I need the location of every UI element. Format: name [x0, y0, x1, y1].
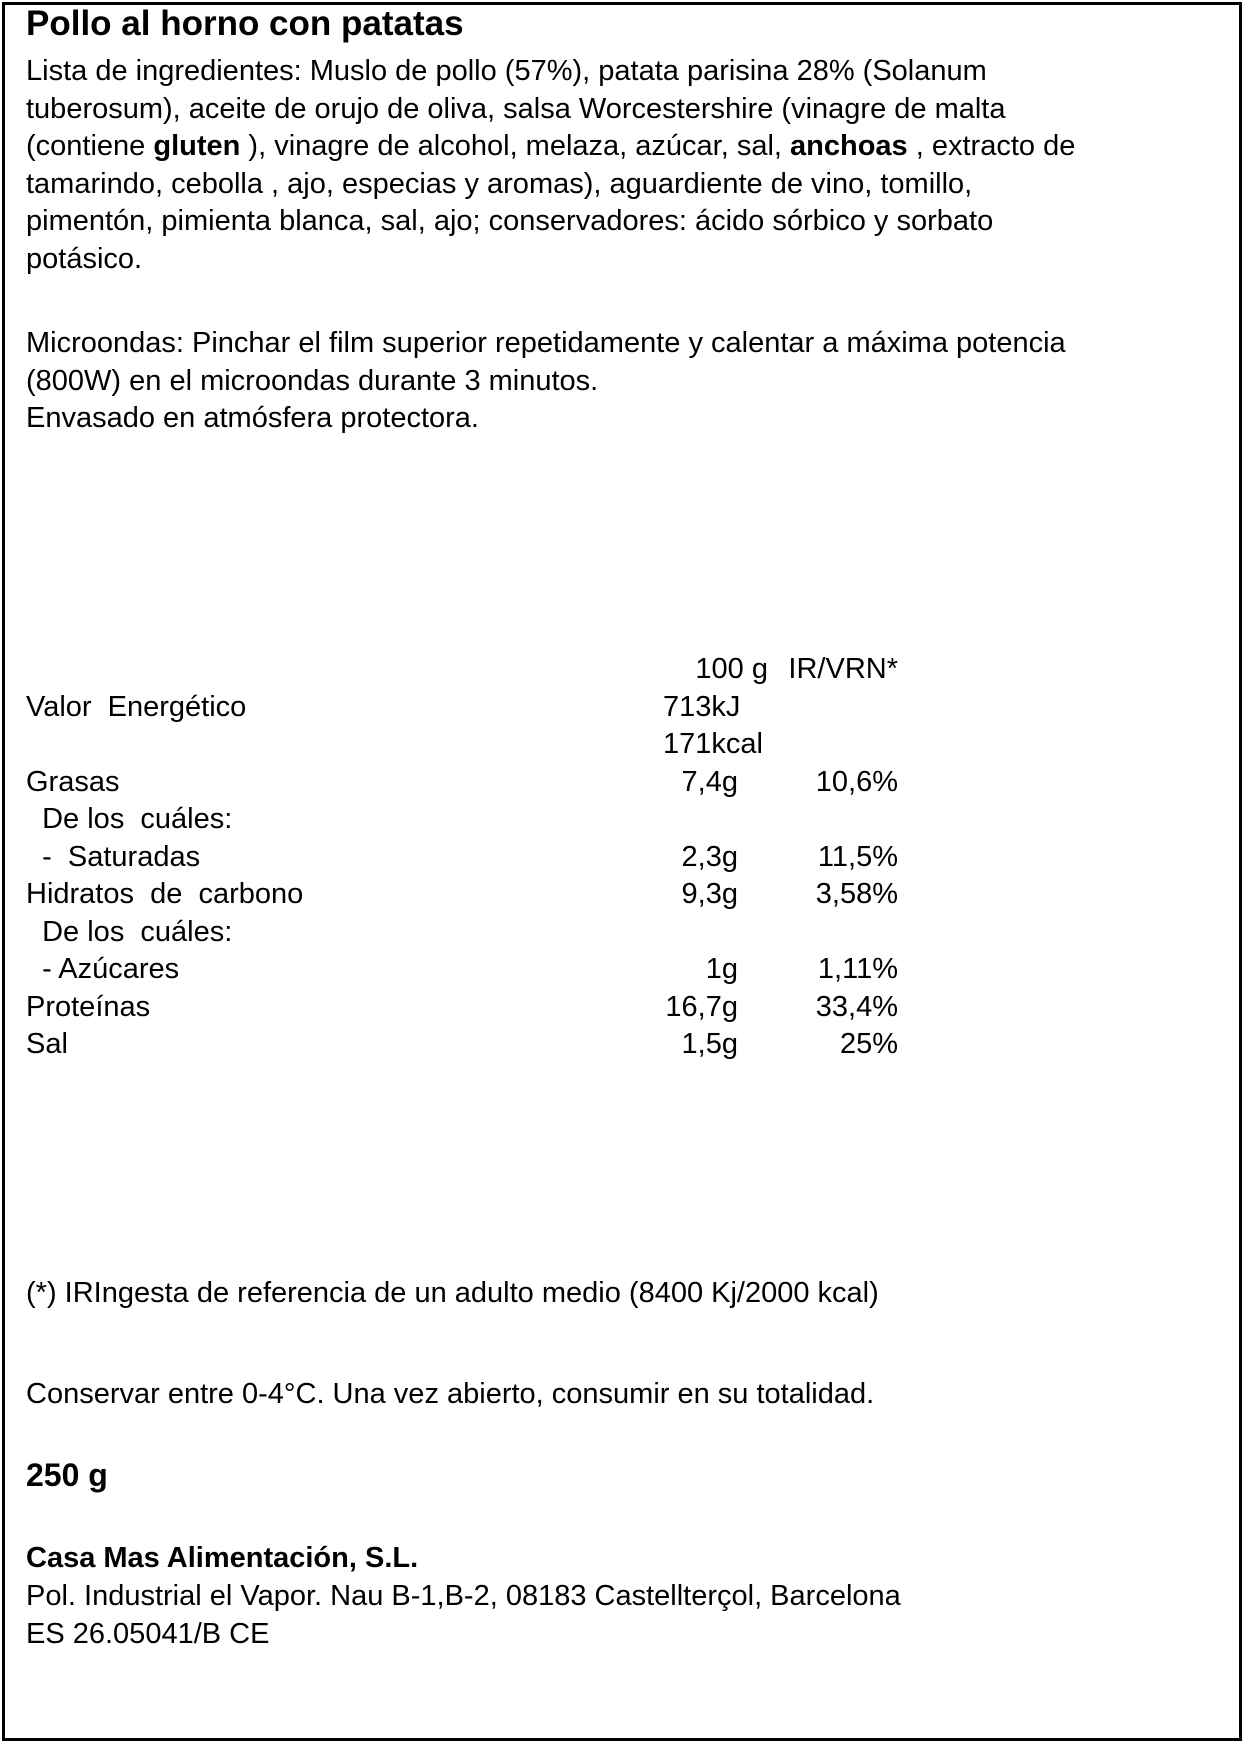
ingredient-text: tamarindo, cebolla , ajo, especias y aromas), aguardiente de vino, tomillo,	[26, 167, 973, 200]
energy-kj: 713kJ	[663, 690, 741, 723]
nutrient-label: Proteínas	[26, 990, 151, 1023]
ingredient-text: tuberosum), aceite de orujo de oliva, salsa Worcestershire (vinagre de malta	[26, 92, 1006, 125]
nutrient-ir-percent: 10,6%	[815, 765, 898, 798]
nutrient-per-100g: 16,7g	[665, 990, 738, 1023]
ingredients-list	[26, 53, 1226, 278]
nutrient-ir-percent: 3,58%	[815, 878, 898, 910]
nutrient-label: De los cuáles:	[26, 915, 233, 948]
nutrient-per-100g: 9,3g	[681, 878, 738, 910]
ingredient-text: Lista de ingredientes: Muslo de pollo (57%), patata parisina 28% (Solanum	[26, 55, 987, 87]
ingredient-text: potásico.	[26, 242, 143, 275]
product-title: Pollo al horno con patatas	[26, 4, 464, 43]
company-name: Casa Mas Alimentación, S.L.	[26, 1542, 419, 1574]
nutrition-row	[26, 989, 926, 1027]
nutrition-table	[26, 651, 926, 1064]
ingredients-line	[26, 91, 1226, 129]
ingredients-line	[26, 166, 1226, 204]
nutrient-ir-percent: 33,4%	[815, 990, 898, 1023]
instruction-line: Microondas: Pinchar el film superior repetidamente y calentar a máxima potencia	[26, 327, 1066, 359]
nutrient-per-100g: 2,3g	[681, 840, 738, 873]
energy-label: Valor Energético	[26, 690, 247, 723]
microwave-instructions	[26, 325, 1226, 438]
net-weight: 250 g	[26, 1457, 108, 1493]
ingredients-line	[26, 203, 1226, 241]
ingredient-text: pimentón, pimienta blanca, sal, ajo; conservadores: ácido sórbico y sorbato	[26, 205, 994, 237]
nutrition-header	[26, 651, 926, 689]
energy-kcal: 171kcal	[663, 728, 763, 760]
nutrient-per-100g: 1,5g	[681, 1028, 738, 1060]
nutrition-row	[26, 914, 926, 952]
nutrient-per-100g: 1g	[705, 953, 738, 985]
ingredients-line	[26, 241, 1226, 279]
nutrient-ir-percent: 25%	[839, 1028, 898, 1060]
registry-number: ES 26.05041/B CE	[26, 1618, 270, 1650]
header-per-100g: 100 g	[695, 653, 768, 685]
energy-row	[26, 689, 926, 727]
nutrition-row	[26, 839, 926, 877]
nutrient-label: Grasas	[26, 765, 120, 798]
instruction-line: (800W) en el microondas durante 3 minutos.	[26, 364, 599, 397]
nutrient-per-100g: 7,4g	[681, 765, 738, 798]
nutrient-label: De los cuáles:	[26, 803, 233, 835]
nutrient-label: Sal	[26, 1028, 68, 1060]
ingredient-text: (contiene	[26, 130, 154, 162]
nutrient-label: - Saturadas	[26, 840, 201, 873]
energy-kcal-row	[26, 726, 926, 764]
ingredients-line	[26, 128, 1226, 166]
allergen-text: anchoas	[790, 130, 908, 162]
nutrition-row	[26, 764, 926, 802]
instruction-line: Envasado en atmósfera protectora.	[26, 402, 479, 434]
nutrient-label: Hidratos de carbono	[26, 878, 304, 910]
nutrition-row	[26, 876, 926, 914]
ingredients-line	[26, 53, 1226, 91]
nutrition-row	[26, 801, 926, 839]
nutrition-row	[26, 951, 926, 989]
nutrient-ir-percent: 11,5%	[817, 840, 898, 873]
header-ir-vrn: IR/VRN*	[788, 653, 898, 685]
footnote: (*) IRIngesta de referencia de un adulto medio (8400 Kj/2000 kcal)	[26, 1277, 879, 1309]
nutrient-ir-percent: 1,11%	[817, 953, 898, 985]
ingredient-text: , extracto de	[907, 130, 1076, 162]
nutrition-row	[26, 1026, 926, 1064]
company-address: Pol. Industrial el Vapor. Nau B-1,B-2, 08183 Castellterçol, Barcelona	[26, 1580, 901, 1612]
allergen-text: gluten	[153, 130, 241, 162]
nutrient-label: - Azúcares	[26, 953, 180, 985]
ingredient-text: ), vinagre de alcohol, melaza, azúcar, sal,	[240, 130, 791, 162]
storage-instructions: Conservar entre 0-4°C. Una vez abierto, consumir en su totalidad.	[26, 1378, 875, 1410]
